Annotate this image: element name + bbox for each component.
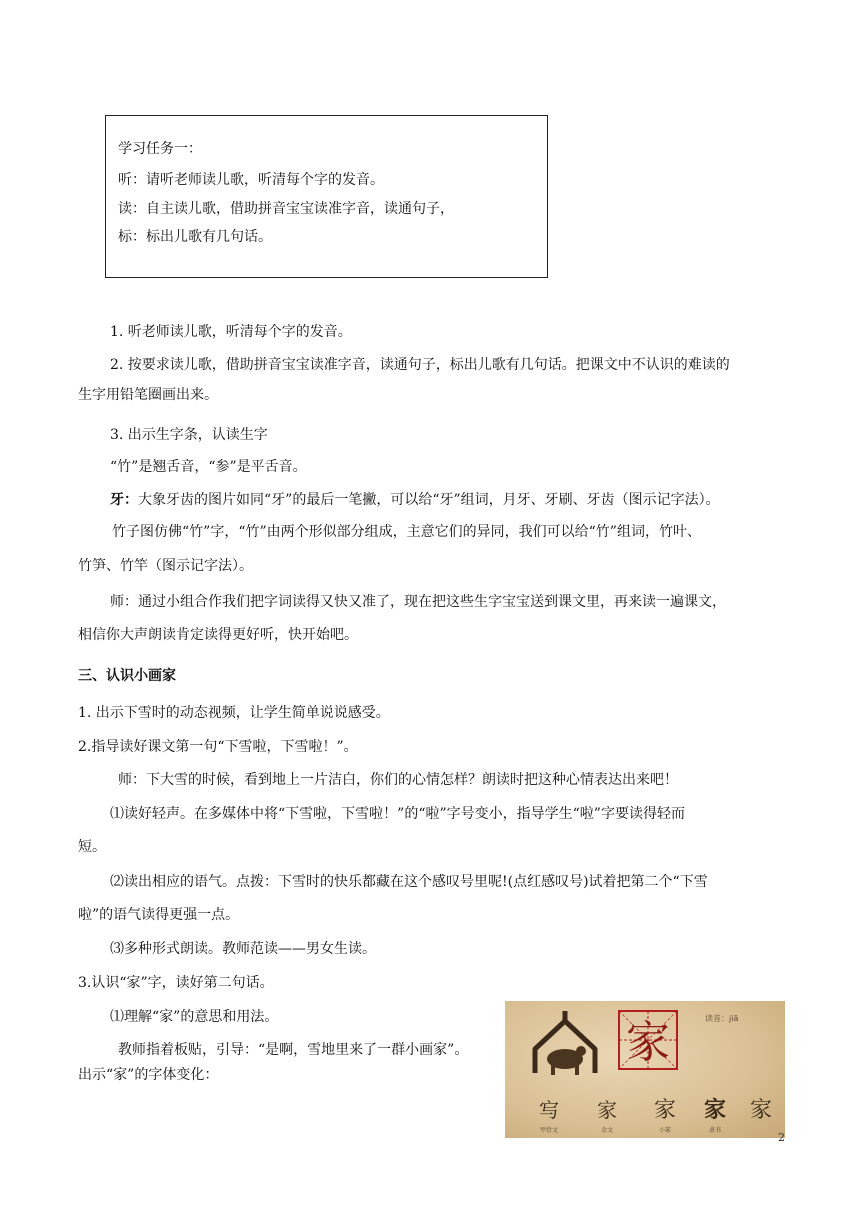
reading-label: 读音：jiā bbox=[705, 1014, 739, 1023]
evolution-label-seal: 小篆 bbox=[658, 1127, 672, 1134]
zhu-note-cont: 竹笋、竹竿（图示记字法）。 bbox=[78, 558, 253, 574]
task-line-listen: 听：请听老师读儿歌，听清每个字的发音。 bbox=[118, 172, 384, 188]
ya-note bbox=[110, 490, 720, 510]
section-3-p3: 3.认识“家”字，读好第二句话。 bbox=[78, 975, 274, 991]
ox-pictograph-icon bbox=[547, 1046, 586, 1075]
ya-text: 大象牙齿的图片如同“牙”的最后一笔撇，可以给“牙”组词，月牙、牙刷、牙齿（图示记字法）。 bbox=[138, 492, 720, 508]
step-2-cont: 生字用铅笔圈画出来。 bbox=[78, 387, 218, 403]
section-3-p2-2: ⑵读出相应的语气。点拨：下雪时的快乐都藏在这个感叹号里呢!(点红感叹号)试着把第二个“下雪 bbox=[110, 874, 708, 890]
zhu-note: 竹子图仿佛“竹”字，“竹”由两个形似部分组成，主意它们的异同，我们可以给“竹”组词，竹叶、 bbox=[112, 524, 701, 540]
evolution-regular: 家 bbox=[749, 1098, 773, 1123]
main-char: 家 bbox=[626, 1017, 670, 1068]
teacher-note-cont: 相信你大声朗读肯定读得更好听，快开始吧。 bbox=[78, 627, 358, 643]
section-3-p3-show: 出示“家”的字体变化： bbox=[78, 1067, 219, 1083]
evolution-label-bronze: 金文 bbox=[600, 1127, 614, 1134]
step-1: 1. 听老师读儿歌，听清每个字的发音。 bbox=[110, 324, 352, 340]
section-3-p2-2-cont: 啦”的语气读得更强一点。 bbox=[78, 907, 240, 923]
task-line-mark: 标：标出儿歌有几句话。 bbox=[118, 229, 272, 245]
section-3-p2: 2.指导读好课文第一句“下雪啦，下雪啦！”。 bbox=[78, 739, 358, 755]
learning-task-box bbox=[105, 115, 548, 278]
section-3-heading: 三、认识小画家 bbox=[78, 668, 176, 684]
evolution-oracle: 㝍 bbox=[539, 1098, 559, 1122]
section-3-p2-1: ⑴读好轻声。在多媒体中将“下雪啦，下雪啦！”的“啦”字号变小，指导学生“啦”字要读得轻而 bbox=[110, 806, 685, 822]
section-3-p1: 1. 出示下雪时的动态视频，让学生简单说说感受。 bbox=[78, 705, 390, 721]
section-3-p3-1: ⑴理解“家”的意思和用法。 bbox=[110, 1009, 279, 1025]
ya-label: 牙： bbox=[110, 492, 138, 508]
page-number: 2 bbox=[778, 1131, 785, 1144]
evolution-seal: 家 bbox=[653, 1098, 677, 1123]
step-3: 3. 出示生字条，认读生字 bbox=[110, 427, 268, 443]
task-line-read: 读：自主读儿歌，借助拼音宝宝读准字音，读通句子， bbox=[118, 201, 454, 217]
jia-illustration bbox=[505, 1001, 785, 1138]
teacher-note: 师：通过小组合作我们把字词读得又快又准了，现在把这些生字宝宝送到课文里，再来读一遍课文， bbox=[110, 594, 726, 610]
section-3-p2-3: ⑶多种形式朗读。教师范读——男女生读。 bbox=[110, 941, 376, 957]
section-3-p2-teacher: 师：下大雪的时候，看到地上一片洁白，你们的心情怎样？朗读时把这种心情表达出来吧！ bbox=[118, 772, 678, 788]
section-3-p2-1-cont: 短。 bbox=[78, 839, 106, 855]
section-3-p3-teacher: 教师指着板贴，引导：“是啊，雪地里来了一群小画家”。 bbox=[118, 1042, 469, 1058]
zhu-can-note: “竹”是翘舌音，“参”是平舌音。 bbox=[110, 459, 307, 475]
evolution-label-oracle: 甲骨文 bbox=[539, 1127, 559, 1134]
jia-character-evolution-image bbox=[505, 1001, 785, 1138]
evolution-bronze: 家 bbox=[597, 1098, 617, 1122]
task-title: 学习任务一： bbox=[118, 141, 202, 157]
evolution-clerical: 家 bbox=[703, 1097, 727, 1123]
step-2: 2. 按要求读儿歌，借助拼音宝宝读准字音，读通句子，标出儿歌有几句话。把课文中不认识的难读的 bbox=[110, 357, 730, 373]
evolution-label-clerical: 隶书 bbox=[708, 1127, 722, 1134]
